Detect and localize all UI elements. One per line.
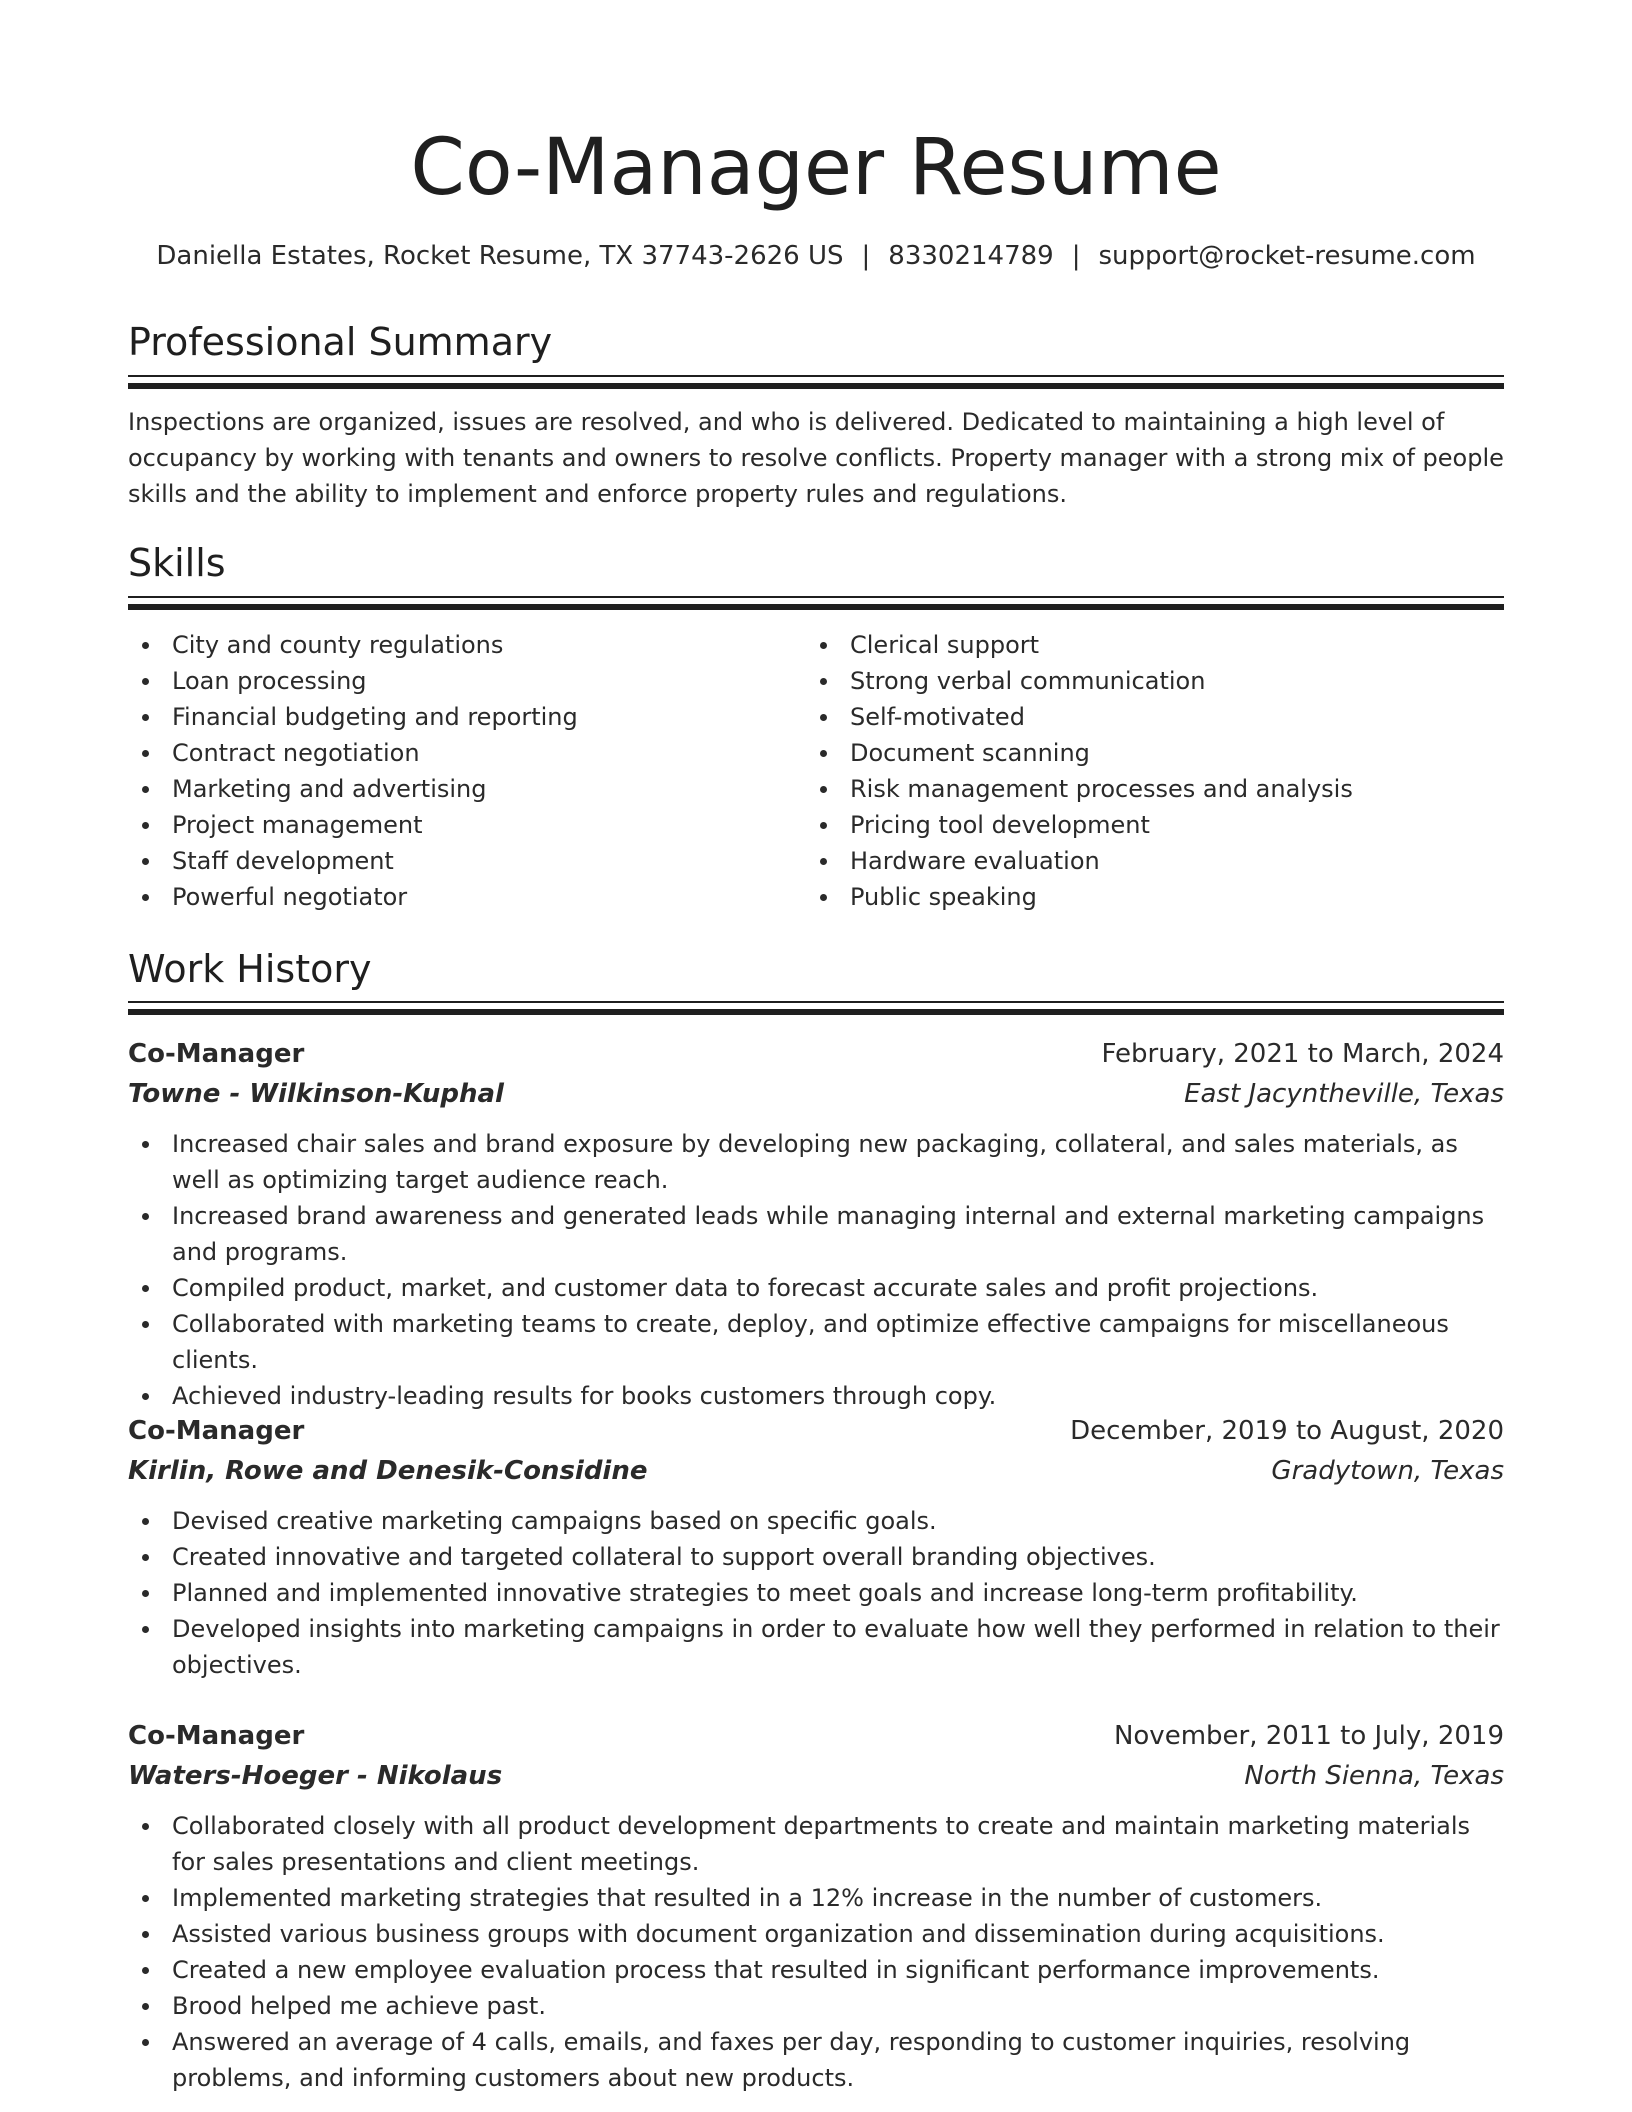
job-company-row — [128, 1451, 1504, 1491]
job-dates: December, 2019 to August, 2020 — [1070, 1416, 1504, 1446]
skills-right-column — [806, 627, 1466, 915]
job-header-row — [128, 1411, 1504, 1451]
job-bullet: Developed insights into marketing campaigns in order to evaluate how well they performed in relation to their objectives. — [128, 1611, 1504, 1683]
summary-text: Inspections are organized, issues are resolved, and who is delivered. Dedicated to maintaining a high level of occupancy by working with tenants and owners to resolve conflicts. Property manager with a strong mix of people skills and the ability to implement and enforce property rules and regulations. — [128, 408, 1504, 508]
job-bullet: Assisted various business groups with document organization and dissemination during acquisitions. — [128, 1916, 1504, 1952]
skills-left-column — [128, 627, 788, 915]
job-company: Waters-Hoeger - Nikolaus — [128, 1761, 503, 1791]
job-bullets — [128, 1126, 1504, 1414]
contact-separator: | — [861, 241, 871, 271]
job-company-row — [128, 1074, 1504, 1114]
job-company-row — [128, 1756, 1504, 1796]
job-location: North Sienna, Texas — [1244, 1761, 1504, 1791]
job-dates: February, 2021 to March, 2024 — [1101, 1039, 1504, 1069]
job-bullet: Answered an average of 4 calls, emails, and faxes per day, responding to customer inquiries, resolving problems, and informing customers about new products. — [128, 2024, 1504, 2096]
contact-email: support@rocket-resume.com — [1098, 241, 1476, 271]
skill-item: Pricing tool development — [806, 807, 1466, 843]
job-location: Gradytown, Texas — [1271, 1456, 1504, 1486]
job-bullets — [128, 1808, 1504, 2096]
skill-item: Financial budgeting and reporting — [128, 699, 788, 735]
skill-item: Strong verbal communication — [806, 663, 1466, 699]
skill-item: Risk management processes and analysis — [806, 771, 1466, 807]
job-bullet: Created innovative and targeted collateral to support overall branding objectives. — [128, 1539, 1504, 1575]
job-bullet: Achieved industry-leading results for books customers through copy. — [128, 1378, 1504, 1414]
work-rule-thin — [128, 1001, 1504, 1003]
skill-item: Loan processing — [128, 663, 788, 699]
skill-item: City and county regulations — [128, 627, 788, 663]
skill-item: Project management — [128, 807, 788, 843]
skills-section — [128, 539, 1504, 587]
job-bullet: Collaborated with marketing teams to create, deploy, and optimize effective campaigns for miscellaneous clients. — [128, 1306, 1504, 1378]
job-bullet: Increased chair sales and brand exposure by developing new packaging, collateral, and sales materials, as well as optimizing target audience reach. — [128, 1126, 1504, 1198]
summary-rule-thin — [128, 375, 1504, 377]
job-company: Towne - Wilkinson-Kuphal — [128, 1079, 504, 1109]
job-bullet: Collaborated closely with all product development departments to create and maintain marketing materials for sales presentations and client meetings. — [128, 1808, 1504, 1880]
skill-item: Staff development — [128, 843, 788, 879]
contact-phone: 8330214789 — [888, 241, 1054, 271]
job-title: Co-Manager — [128, 1721, 305, 1751]
work-rule-thick — [128, 1009, 1504, 1015]
contact-separator: | — [1071, 241, 1081, 271]
job-bullet: Implemented marketing strategies that resulted in a 12% increase in the number of customers. — [128, 1880, 1504, 1916]
job-entry — [128, 1411, 1504, 1683]
skill-item: Hardware evaluation — [806, 843, 1466, 879]
job-bullet: Planned and implemented innovative strategies to meet goals and increase long-term profitability. — [128, 1575, 1504, 1611]
skill-item: Contract negotiation — [128, 735, 788, 771]
contact-line — [128, 239, 1504, 273]
work-section — [128, 945, 1504, 993]
job-bullet: Created a new employee evaluation process that resulted in significant performance improvements. — [128, 1952, 1504, 1988]
resume-title: Co-Manager Resume — [410, 123, 1222, 213]
skill-item: Document scanning — [806, 735, 1466, 771]
skill-item: Powerful negotiator — [128, 879, 788, 915]
job-entry — [128, 1716, 1504, 2096]
skills-right-list — [806, 627, 1466, 915]
job-title: Co-Manager — [128, 1416, 305, 1446]
skill-item: Clerical support — [806, 627, 1466, 663]
job-company: Kirlin, Rowe and Denesik-Considine — [128, 1456, 648, 1486]
skill-item: Public speaking — [806, 879, 1466, 915]
skill-item: Marketing and advertising — [128, 771, 788, 807]
job-location: East Jacyntheville, Texas — [1184, 1079, 1504, 1109]
job-dates: November, 2011 to July, 2019 — [1113, 1721, 1504, 1751]
skills-heading: Skills — [128, 541, 226, 585]
job-bullet: Devised creative marketing campaigns based on specific goals. — [128, 1503, 1504, 1539]
summary-heading: Professional Summary — [128, 320, 553, 364]
job-title: Co-Manager — [128, 1039, 305, 1069]
job-bullet: Increased brand awareness and generated leads while managing internal and external marketing campaigns and programs. — [128, 1198, 1504, 1270]
summary-rule-thick — [128, 383, 1504, 389]
skills-rule-thick — [128, 604, 1504, 610]
job-bullets — [128, 1503, 1504, 1683]
skills-rule-thin — [128, 596, 1504, 598]
summary-section — [128, 318, 1504, 366]
work-heading: Work History — [128, 947, 372, 991]
skills-left-list — [128, 627, 788, 915]
job-header-row — [128, 1716, 1504, 1756]
job-bullet: Compiled product, market, and customer data to forecast accurate sales and profit projections. — [128, 1270, 1504, 1306]
job-header-row — [128, 1034, 1504, 1074]
job-bullet: Brood helped me achieve past. — [128, 1988, 1504, 2024]
job-entry — [128, 1034, 1504, 1414]
skill-item: Self-motivated — [806, 699, 1466, 735]
contact-address: Daniella Estates, Rocket Resume, TX 37743-2626 US — [156, 241, 844, 271]
